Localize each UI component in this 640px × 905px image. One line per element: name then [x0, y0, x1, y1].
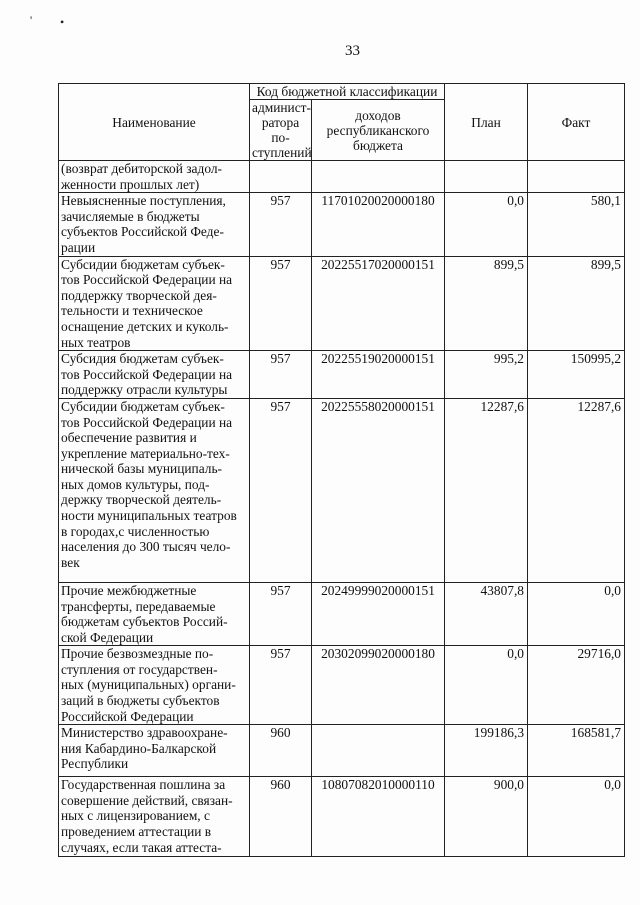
header-plan: План [445, 84, 528, 161]
row-plan-cell: 0,0 [445, 193, 528, 256]
row-admin-cell: 957 [250, 582, 312, 645]
table-row [59, 398, 625, 582]
header-income: доходов республиканского бюджета [312, 100, 445, 161]
row-name-cell: Прочие межбюджетные трансферты, передаваемые бюджетам субъектов Россий- ской Федерации [59, 582, 250, 645]
row-name-cell: Невыясненные поступления, зачисляемые в бюджеты субъектов Российской Феде- рации [59, 193, 250, 256]
row-code-cell [312, 725, 445, 777]
table-row [59, 161, 625, 193]
table-row [59, 351, 625, 399]
row-fact-cell: 580,1 [528, 193, 625, 256]
row-name-cell: Государственная пошлина за совершение действий, связан- ных с лицензированием, с проведением аттестации в случаях, если такая аттеста- [59, 777, 250, 857]
row-code-cell: 20302099020000180 [312, 646, 445, 725]
row-plan-cell: 199186,3 [445, 725, 528, 777]
row-admin-cell: 960 [250, 725, 312, 777]
row-fact-cell: 0,0 [528, 582, 625, 645]
row-name-cell: Прочие безвозмездные по- ступления от государствен- ных (муниципальных) органи- заций в бюджеты субъектов Российской Федерации [59, 646, 250, 725]
row-fact-cell [528, 161, 625, 193]
row-admin-cell: 957 [250, 256, 312, 351]
row-admin-cell: 957 [250, 193, 312, 256]
row-code-cell: 20225517020000151 [312, 256, 445, 351]
row-code-cell [312, 161, 445, 193]
row-fact-cell: 168581,7 [528, 725, 625, 777]
margin-mark: ' [30, 13, 33, 27]
row-code-cell: 20225519020000151 [312, 351, 445, 399]
row-admin-cell: 957 [250, 351, 312, 399]
row-plan-cell: 899,5 [445, 256, 528, 351]
row-code-cell: 20249999020000151 [312, 582, 445, 645]
table-row [59, 193, 625, 256]
row-name-cell: Субсидии бюджетам субъек- тов Российской Федерации на обеспечение развития и укрепление материально-тех- нической базы муниципаль- ных домов культуры, под- держку творческой деятель- ности муниципальных театров в городах,с численностью населения до 300 тысяч чело- век [59, 398, 250, 582]
table-row [59, 777, 625, 857]
row-admin-cell: 960 [250, 777, 312, 857]
row-fact-cell: 12287,6 [528, 398, 625, 582]
table-row [59, 256, 625, 351]
row-fact-cell: 0,0 [528, 777, 625, 857]
row-plan-cell: 995,2 [445, 351, 528, 399]
row-name-cell: (возврат дебиторской задол- женности прошлых лет) [59, 161, 250, 193]
header-name: Наименование [59, 84, 250, 161]
row-fact-cell: 899,5 [528, 256, 625, 351]
row-admin-cell: 957 [250, 398, 312, 582]
row-code-cell: 11701020020000180 [312, 193, 445, 256]
row-name-cell: Субсидии бюджетам субъек- тов Российской Федерации на поддержку творческой дея- тельности и техническое оснащение детских и куколь- ных театров [59, 256, 250, 351]
row-code-cell: 10807082010000110 [312, 777, 445, 857]
row-plan-cell: 12287,6 [445, 398, 528, 582]
row-fact-cell: 150995,2 [528, 351, 625, 399]
header-code-group: Код бюджетной классификации [250, 84, 445, 100]
row-admin-cell: 957 [250, 646, 312, 725]
row-code-cell: 20225558020000151 [312, 398, 445, 582]
table-row [59, 725, 625, 777]
row-fact-cell: 29716,0 [528, 646, 625, 725]
row-name-cell: Министерство здравоохране- ния Кабардино-Балкарской Республики [59, 725, 250, 777]
row-plan-cell: 43807,8 [445, 582, 528, 645]
table-row [59, 646, 625, 725]
row-plan-cell: 900,0 [445, 777, 528, 857]
row-admin-cell [250, 161, 312, 193]
margin-mark: • [60, 15, 65, 29]
row-name-cell: Субсидия бюджетам субъек- тов Российской Федерации на поддержку отрасли культуры [59, 351, 250, 399]
header-admin: админист- ратора по- ступлений [250, 100, 312, 161]
row-plan-cell [445, 161, 528, 193]
header-fact: Факт [528, 84, 625, 161]
page-number: 33 [345, 43, 360, 59]
budget-table [58, 83, 625, 857]
row-plan-cell: 0,0 [445, 646, 528, 725]
table-row [59, 582, 625, 645]
